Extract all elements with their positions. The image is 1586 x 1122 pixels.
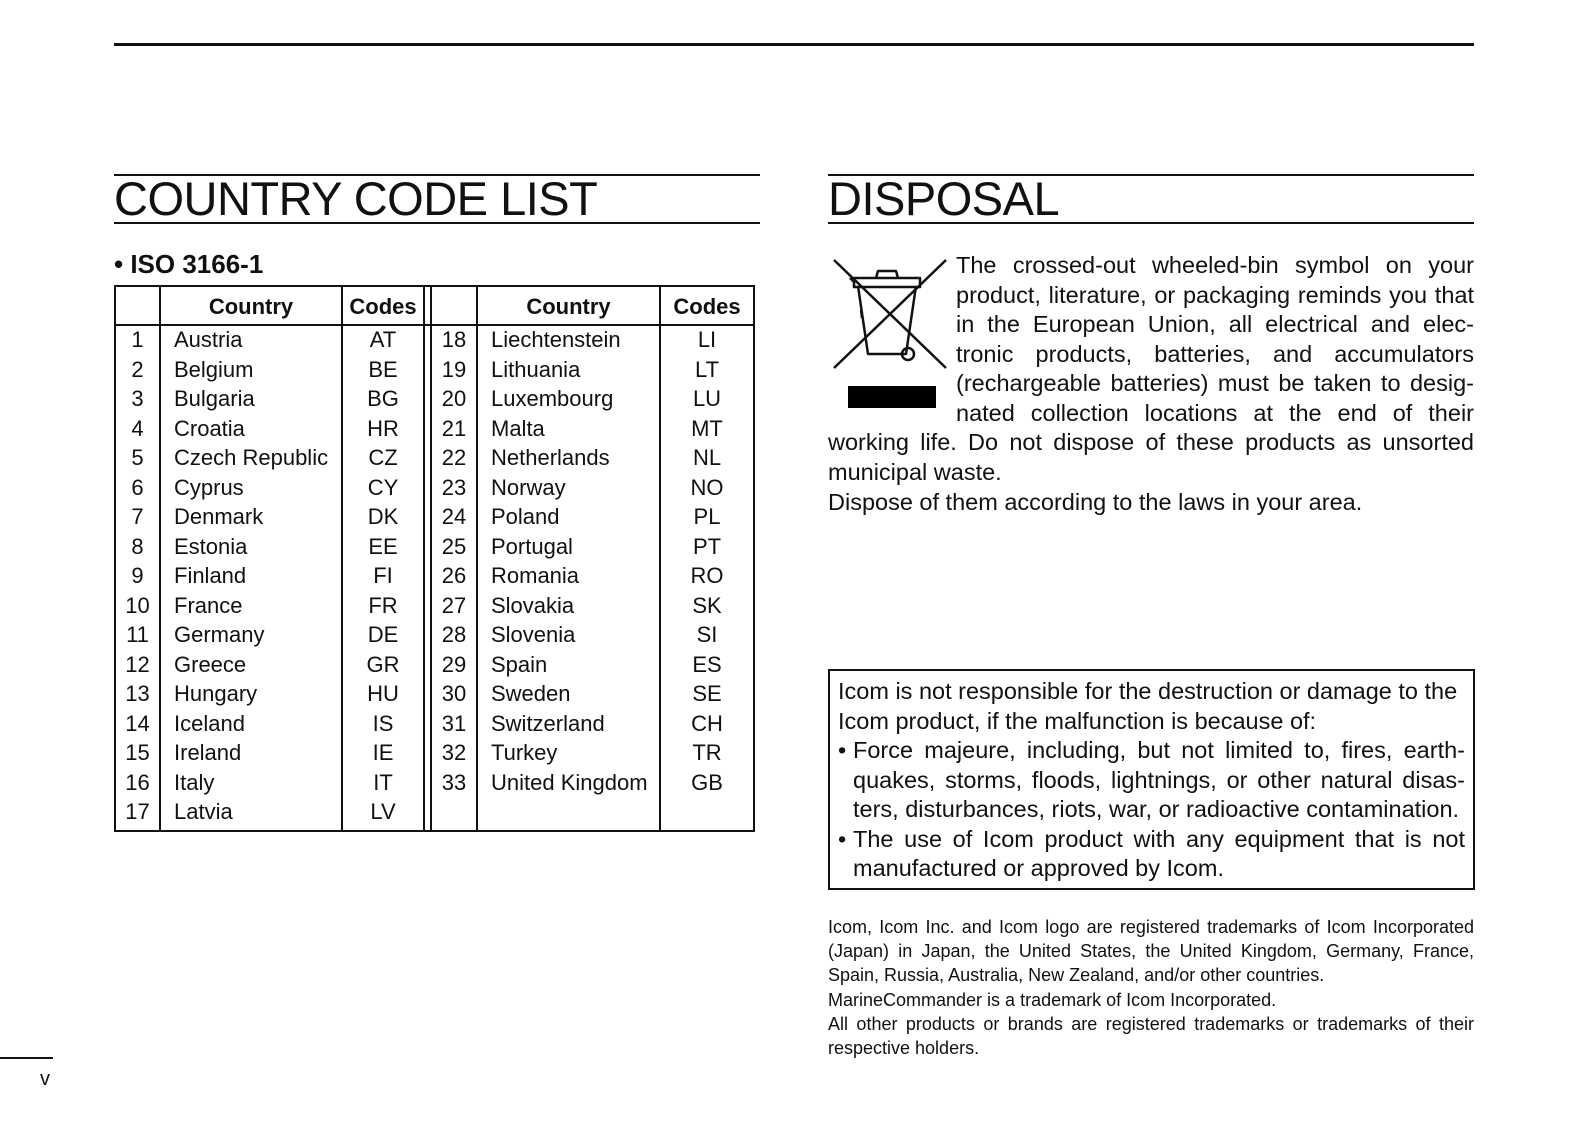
trademark-notes <box>828 915 1474 1060</box>
country-name: Ireland <box>174 740 242 765</box>
row-number: 27 <box>441 592 467 618</box>
page-number-rule <box>0 1057 53 1059</box>
country-name: Norway <box>491 474 566 500</box>
iso-standard-label: • ISO 3166-1 <box>114 249 264 279</box>
notice-bullet: • Force majeure, including, but not limited to, fires, earthquakes, storms, floods, lightnings, or other natural disasters, disturbances, riots, war, or radioactive contamination. <box>838 736 1465 825</box>
row-number: 24 <box>441 504 467 529</box>
country-name: Luxembourg <box>491 386 614 411</box>
country-code: SK <box>692 592 722 618</box>
trademark-line: All other products or brands are registered trademarks or trademarks of their respective holders. <box>828 1013 1474 1059</box>
row-number: 7 <box>131 504 144 529</box>
row-number: 2 <box>131 356 144 382</box>
country-code: PT <box>692 533 722 559</box>
trademark-line: Icom, Icom Inc. and Icom logo are registered trademarks of Icom Incorporated (Japan) in Japan, the United States, the United Kingdom, Germany, France, Spain, Russia, Australia, New Zealand, and/or other countries. <box>828 917 1474 986</box>
row-number: 11 <box>126 622 149 647</box>
country-code: HU <box>367 681 399 706</box>
row-number: 19 <box>441 356 467 382</box>
country-code: IE <box>372 740 394 765</box>
country-name: Cyprus <box>174 474 244 500</box>
country-code: GB <box>691 769 723 795</box>
country-code: BG <box>367 386 399 411</box>
row-number: 6 <box>131 474 144 500</box>
country-name: Belgium <box>174 356 254 382</box>
country-name: Switzerland <box>491 710 605 736</box>
country-code: GR <box>366 651 400 677</box>
row-number: 22 <box>441 445 467 470</box>
disposal-paragraph-text: The crossed-out wheeled-bin symbol on your product, literature, or packaging reminds you that in the European Union, all electrical and electronic products, batteries, and accumulators (rechargeable batteries) must be taken to designated collection locations at the end of their working life. Do not dispose of these products as unsorted municipal waste. <box>828 252 1474 485</box>
country-name: Italy <box>174 769 215 795</box>
row-number: 12 <box>125 651 150 677</box>
row-number: 9 <box>131 563 144 588</box>
country-name: Sweden <box>491 681 571 706</box>
header-codes-right: Codes <box>673 294 741 319</box>
country-code: IT <box>373 769 393 795</box>
country-code: BE <box>368 356 398 382</box>
row-number: 28 <box>441 622 467 647</box>
header-country-left: Country <box>208 294 294 319</box>
row-number: 32 <box>441 740 467 765</box>
row-number: 23 <box>441 474 467 500</box>
disposal-title: DISPOSAL <box>828 174 1474 224</box>
country-name: Denmark <box>174 504 264 529</box>
country-name: Spain <box>491 651 548 677</box>
header-codes-left: Codes <box>349 294 417 319</box>
country-code: NO <box>690 474 724 500</box>
country-code: PL <box>693 504 721 529</box>
country-code: SI <box>696 622 718 647</box>
row-number: 13 <box>125 681 150 706</box>
notice-bullet-text: Force majeure, including, but not limited to, fires, earthquakes, storms, floods, lightnings, or other natural disasters, disturbances, riots, war, or radioactive contamination. <box>853 737 1465 822</box>
country-code: LV <box>370 799 396 824</box>
table-divider <box>476 287 478 830</box>
row-number: 29 <box>441 651 467 677</box>
country-code: DE <box>367 622 399 647</box>
country-code: AT <box>369 327 397 352</box>
row-number: 4 <box>131 415 144 441</box>
country-name: Malta <box>491 415 545 441</box>
country-name: Portugal <box>491 533 573 559</box>
country-code: SE <box>692 681 722 706</box>
trademark-line: MarineCommander is a trademark of Icom Incorporated. <box>828 989 1277 1010</box>
row-number: 30 <box>441 681 467 706</box>
notice-bullet-text: The use of Icom product with any equipment that is not manufactured or approved by Icom. <box>853 825 1465 881</box>
country-name: Iceland <box>174 710 245 736</box>
country-name: Slovenia <box>491 622 576 647</box>
country-name: United Kingdom <box>491 769 648 795</box>
country-name: Liechtenstein <box>491 327 621 352</box>
row-number: 33 <box>441 769 467 795</box>
country-name: Bulgaria <box>174 386 255 411</box>
row-number: 18 <box>441 327 467 352</box>
row-number: 14 <box>125 710 150 736</box>
country-code: CY <box>367 474 399 500</box>
row-number: 10 <box>125 592 150 618</box>
row-number: 15 <box>125 740 150 765</box>
country-name: Romania <box>491 563 580 588</box>
country-code: IS <box>372 710 394 736</box>
row-number: 20 <box>441 386 467 411</box>
country-name: Turkey <box>491 740 558 765</box>
country-code: LU <box>692 386 722 411</box>
country-code: LT <box>694 356 720 382</box>
country-code-list-title: COUNTRY CODE LIST <box>114 174 760 224</box>
country-code: CZ <box>368 445 398 470</box>
row-number: 8 <box>131 533 144 559</box>
row-number: 25 <box>441 533 467 559</box>
table-divider <box>159 287 161 830</box>
country-code: MT <box>691 415 723 441</box>
page-number: v <box>40 1068 50 1090</box>
country-code: NL <box>692 445 722 470</box>
country-code: TR <box>692 740 722 765</box>
country-name: Austria <box>174 327 243 352</box>
country-code: DK <box>367 504 399 529</box>
country-name: Hungary <box>174 681 258 706</box>
country-name: Lithuania <box>491 356 581 382</box>
disposal-paragraph <box>828 251 1474 487</box>
row-number: 5 <box>131 445 144 470</box>
country-name: Latvia <box>174 799 233 824</box>
country-name: France <box>174 592 243 618</box>
row-number: 17 <box>125 799 150 824</box>
country-name: Slovakia <box>491 592 575 618</box>
country-code: EE <box>368 533 398 559</box>
country-code: HR <box>367 415 399 441</box>
country-name: Finland <box>174 563 247 588</box>
country-name: Netherlands <box>491 445 610 470</box>
row-number: 21 <box>441 415 467 441</box>
country-code: FI <box>373 563 393 588</box>
disposal-law-line: Dispose of them according to the laws in your area. <box>828 489 1363 515</box>
notice-intro: Icom is not responsible for the destruction or damage to the Icom product, if the malfunction is because of: <box>838 678 1458 734</box>
liability-notice-box <box>828 669 1475 890</box>
notice-bullet: • The use of Icom product with any equipment that is not manufactured or approved by Icom. <box>838 825 1465 884</box>
country-name: Croatia <box>174 415 245 441</box>
row-number: 26 <box>441 563 467 588</box>
country-code-table <box>114 285 755 832</box>
row-number: 16 <box>125 769 150 795</box>
top-rule <box>114 43 1474 46</box>
row-number: 31 <box>441 710 467 736</box>
row-number: 1 <box>131 327 144 352</box>
table-divider <box>423 287 425 830</box>
country-name: Greece <box>174 651 247 677</box>
row-number: 3 <box>131 386 144 411</box>
country-code: CH <box>691 710 723 736</box>
country-name: Poland <box>491 504 560 529</box>
country-name: Germany <box>174 622 265 647</box>
country-code: RO <box>690 563 724 588</box>
country-name: Estonia <box>174 533 248 559</box>
header-country-right: Country <box>526 294 611 319</box>
country-name: Czech Republic <box>174 445 329 470</box>
country-code: ES <box>692 651 722 677</box>
country-code: FR <box>368 592 398 618</box>
country-code: LI <box>697 327 717 352</box>
